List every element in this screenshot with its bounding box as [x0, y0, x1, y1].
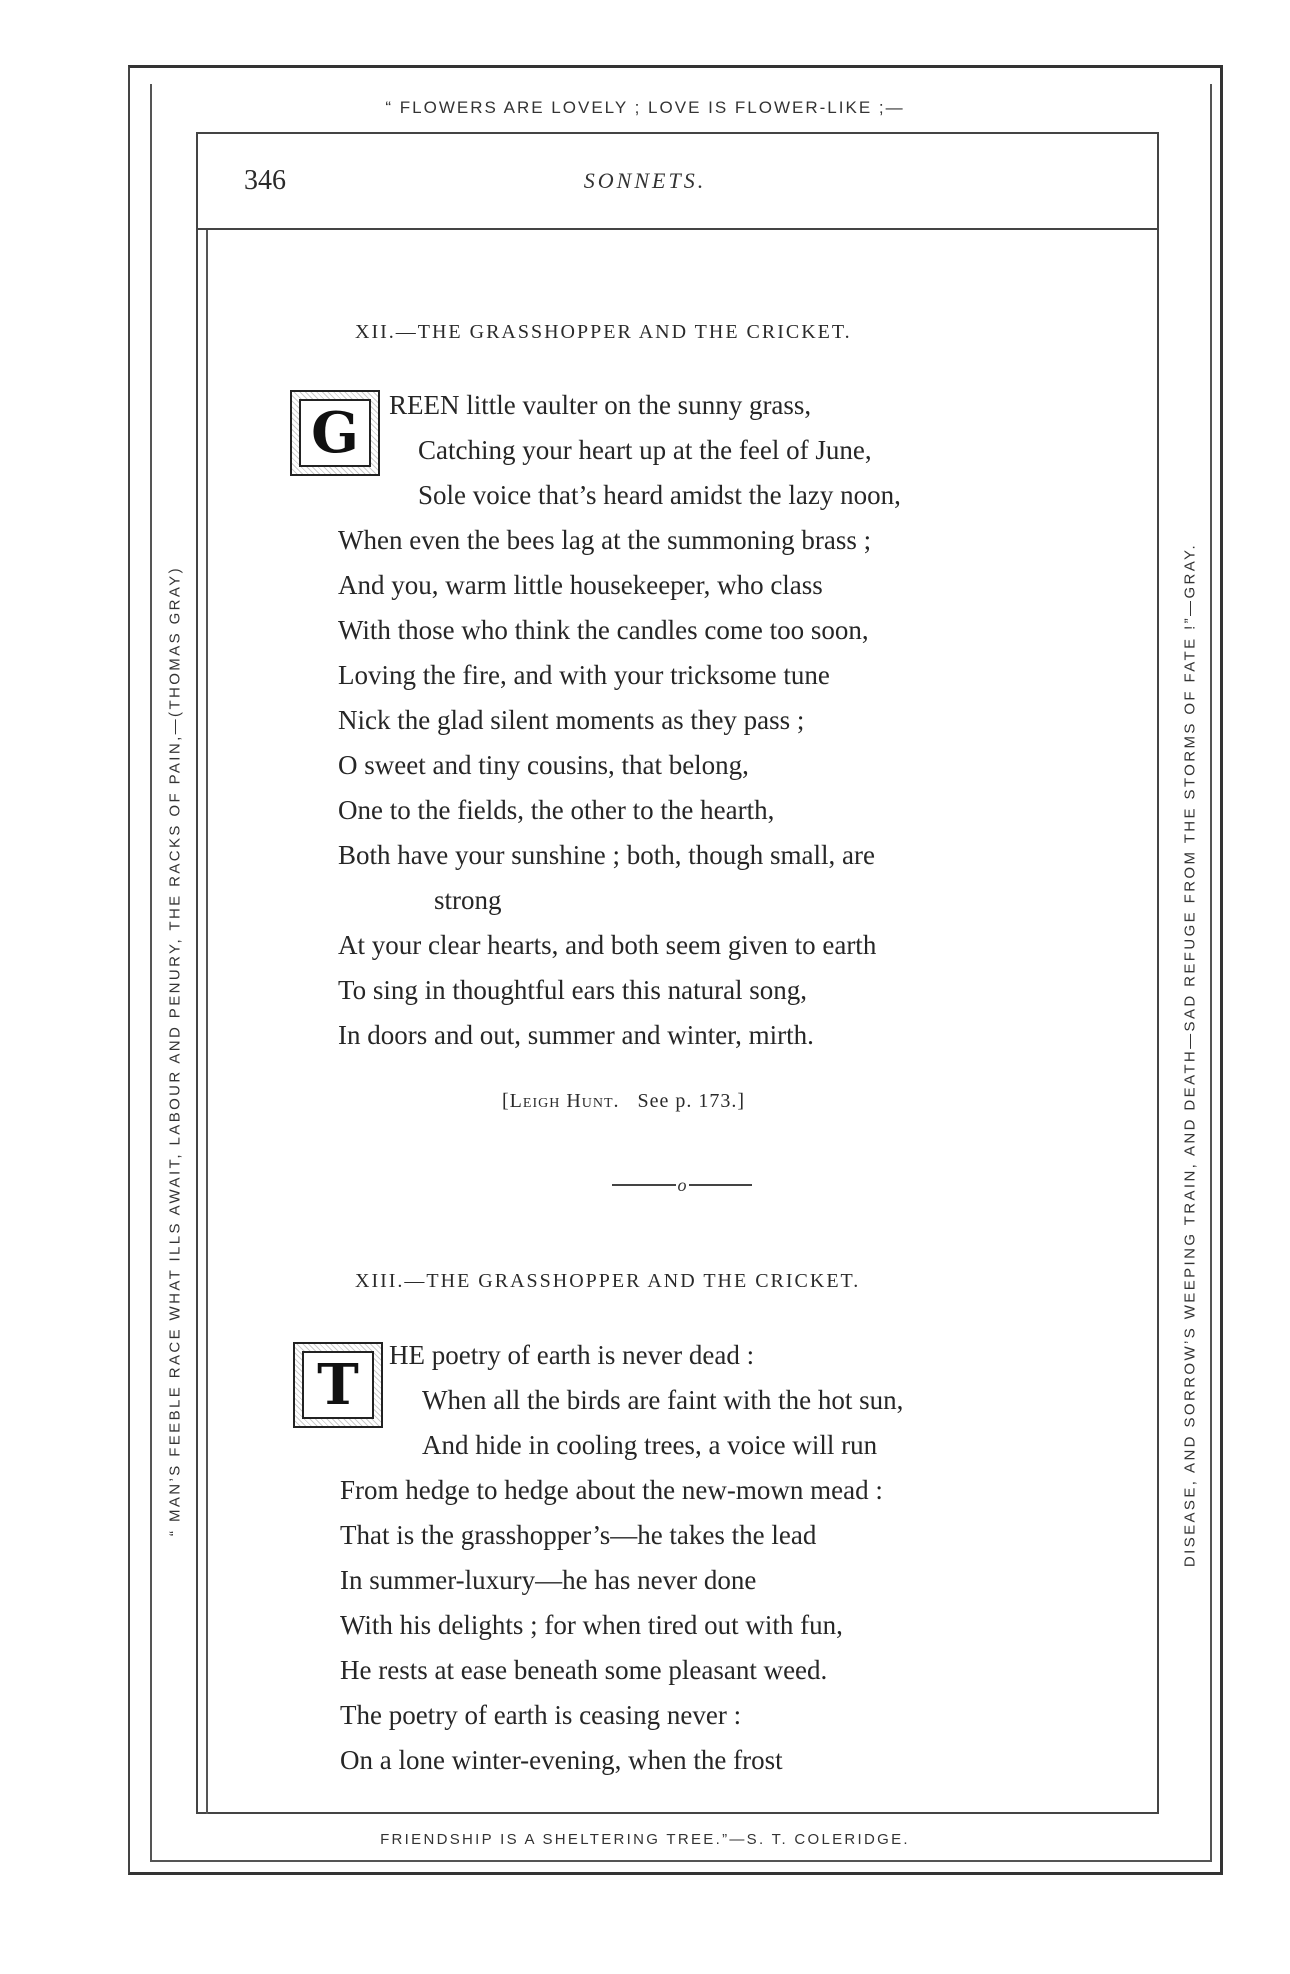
sonnet-title: XII.—THE GRASSHOPPER AND THE CRICKET.: [355, 321, 852, 343]
running-title: SONNETS.: [583, 168, 707, 193]
verse-line: strong: [434, 885, 502, 915]
verse-line: When all the birds are faint with the hot sun,: [422, 1385, 904, 1415]
verse-line: When even the bees lag at the summoning brass ;: [338, 525, 872, 555]
divider-line: [612, 1184, 676, 1186]
section-divider: [612, 1175, 752, 1195]
verse-line: He rests at ease beneath some pleasant weed.: [340, 1655, 828, 1685]
verse-line: With those who think the candles come too soon,: [338, 615, 869, 645]
page-number: 346: [244, 165, 286, 196]
verse-line: From hedge to hedge about the new-mown mead :: [340, 1475, 883, 1505]
inner-left-rule: [206, 230, 208, 1814]
verse-line: Nick the glad silent moments as they pass ;: [338, 705, 805, 735]
header-rule: [196, 228, 1159, 230]
verse-line: In doors and out, summer and winter, mirth.: [338, 1020, 814, 1050]
attribution-reference: See p. 173.]: [637, 1090, 746, 1112]
verse-line: Loving the fire, and with your tricksome tune: [338, 660, 830, 690]
attribution-author: Leigh Hunt.: [509, 1090, 620, 1112]
bottom-border-quote: FRIENDSHIP IS A SHELTERING TREE.”—S. T. COLERIDGE.: [380, 1831, 910, 1848]
verse-line: The poetry of earth is ceasing never :: [340, 1700, 742, 1730]
divider-line: [689, 1184, 753, 1186]
verse-line: On a lone winter-evening, when the frost: [340, 1745, 783, 1775]
drop-cap-letter: T: [302, 1351, 374, 1419]
verse-line: HE poetry of earth is never dead :: [389, 1340, 755, 1370]
divider-glyph: o: [677, 1174, 687, 1195]
verse-line: One to the fields, the other to the hearth,: [338, 795, 775, 825]
top-border-quote: “ FLOWERS ARE LOVELY ; LOVE IS FLOWER-LIKE ;—: [385, 98, 905, 117]
inner-text-frame: [196, 132, 1159, 1814]
verse-line: That is the grasshopper’s—he takes the lead: [340, 1520, 817, 1550]
verse-line: At your clear hearts, and both seem given to earth: [338, 930, 877, 960]
sonnet-title: XIII.—THE GRASSHOPPER AND THE CRICKET.: [355, 1270, 861, 1292]
left-border-quote: “ MAN’S FEEBLE RACE WHAT ILLS AWAIT, LABOUR AND PENURY, THE RACKS OF PAIN,—(THOMAS GRAY): [166, 566, 184, 1536]
verse-line: Catching your heart up at the feel of June,: [418, 435, 872, 465]
verse-line: In summer-luxury—he has never done: [340, 1565, 757, 1595]
attribution-bracket: [: [502, 1090, 510, 1112]
verse-line: And hide in cooling trees, a voice will run: [422, 1430, 878, 1460]
drop-cap-ornament: [293, 1342, 383, 1428]
verse-line: To sing in thoughtful ears this natural song,: [338, 975, 808, 1005]
verse-line: And you, warm little housekeeper, who class: [338, 570, 823, 600]
drop-cap-letter: G: [299, 399, 371, 467]
attribution: [502, 1090, 745, 1113]
right-border-quote: DISEASE, AND SORROW’S WEEPING TRAIN, AND DEATH—SAD REFUGE FROM THE STORMS OF FATE !”—GRAY.: [1181, 542, 1199, 1568]
drop-cap-ornament: [290, 390, 380, 476]
verse-line: O sweet and tiny cousins, that belong,: [338, 750, 749, 780]
verse-line: Sole voice that’s heard amidst the lazy noon,: [418, 480, 901, 510]
verse-line: REEN little vaulter on the sunny grass,: [389, 390, 812, 420]
verse-line: Both have your sunshine ; both, though small, are: [338, 840, 875, 870]
verse-line: With his delights ; for when tired out with fun,: [340, 1610, 843, 1640]
